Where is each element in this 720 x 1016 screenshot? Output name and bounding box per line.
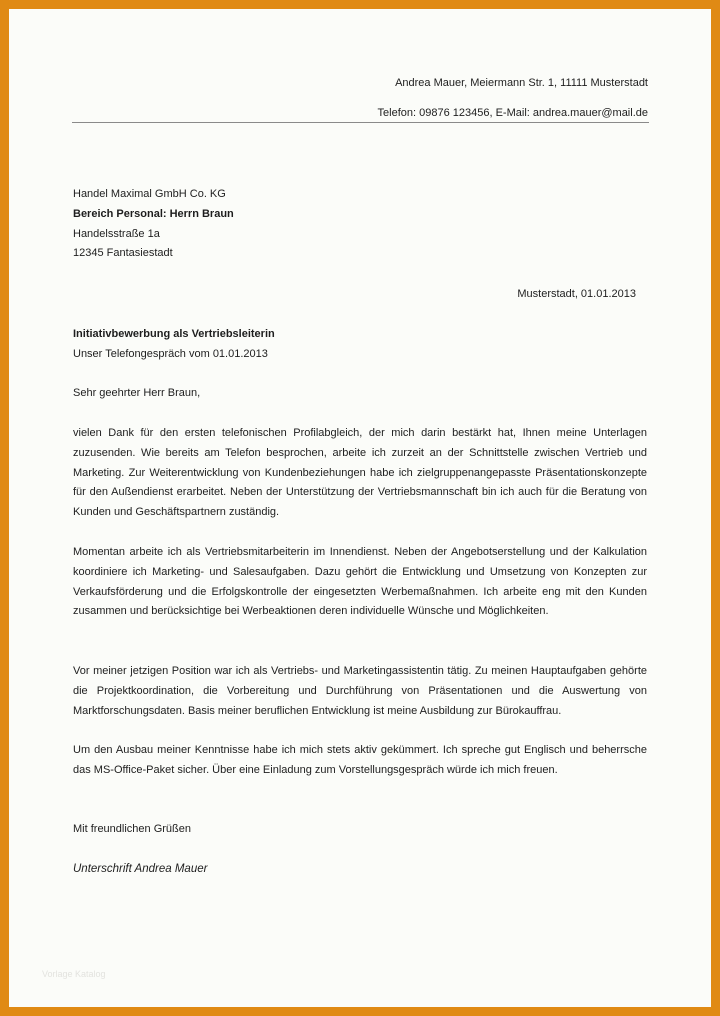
recipient-company: Handel Maximal GmbH Co. KG	[73, 188, 226, 200]
body-paragraph: Momentan arbeite ich als Vertriebsmitarbeiterin im Innendienst. Neben der Angebotserstellung und der Kalkulation koordiniere ich Marketing- und Salesaufgaben. Dazu gehört die Entwicklung und Umsetzung von Konzepten zur Verkaufsförderung und die Erfolgskontrolle der eingesetzten Werbemaßnahmen. Ich arbeite eng mit den Kunden zusammen und berücksichtige bei Werbeaktionen deren individuelle Wünsche und Möglichkeiten.	[73, 546, 647, 618]
recipient-block	[73, 185, 234, 264]
recipient-city: 12345 Fantasiestadt	[73, 247, 173, 260]
recipient-department: Bereich Personal: Herrn Braun	[73, 207, 234, 220]
sender-contact: Telefon: 09876 123456, E-Mail: andrea.mauer@mail.de	[377, 107, 648, 119]
closing: Mit freundlichen Grüßen	[73, 823, 191, 835]
body-paragraph: Um den Ausbau meiner Kenntnisse habe ich mich stets aktiv gekümmert. Ich spreche gut Englisch und beherrsche das MS-Office-Paket sicher. Über eine Einladung zum Vorstellungsgespräch würde ich mich freuen.	[73, 744, 647, 776]
salutation: Sehr geehrter Herr Braun,	[73, 387, 201, 399]
watermark-text: Vorlage Katalog	[42, 969, 106, 979]
date-line: Musterstadt, 01.01.2013	[517, 288, 636, 300]
signature: Unterschrift Andrea Mauer	[73, 863, 208, 875]
subject-reference: Unser Telefongespräch vom 01.01.2013	[73, 347, 268, 360]
subject-block	[73, 325, 275, 365]
body-paragraph: vielen Dank für den ersten telefonischen Profilabgleich, der mich darin bestärkt hat, Ihnen meine Unterlagen zuzusenden. Wie bereits am Telefon besprochen, arbeite ich zurzeit an der Schnittstelle zwischen Vertrieb und Marketing. Zur Weiterentwicklung von Kundenbeziehungen habe ich zielgruppenangepasste Präsentationskonzepte für den Außendienst erarbeitet. Neben der Unterstützung der Vertriebsmannschaft bin ich auch für die Beratung von Kunden und Geschäftspartnern zuständig.	[73, 427, 647, 519]
recipient-street: Handelsstraße 1a	[73, 227, 160, 240]
header-divider	[72, 122, 649, 123]
body-paragraph: Vor meiner jetzigen Position war ich als Vertriebs- und Marketingassistentin tätig. Zu meinen Hauptaufgaben gehörte die Projektkoordination, die Vorbereitung und Durchführung von Präsentationen und die Auswertung von Marktforschungsdaten. Basis meiner beruflichen Entwicklung ist meine Ausbildung zur Bürokauffrau.	[73, 665, 647, 717]
subject-title: Initiativbewerbung als Vertriebsleiterin	[73, 328, 275, 340]
sender-address: Andrea Mauer, Meiermann Str. 1, 11111 Musterstadt	[395, 77, 648, 89]
